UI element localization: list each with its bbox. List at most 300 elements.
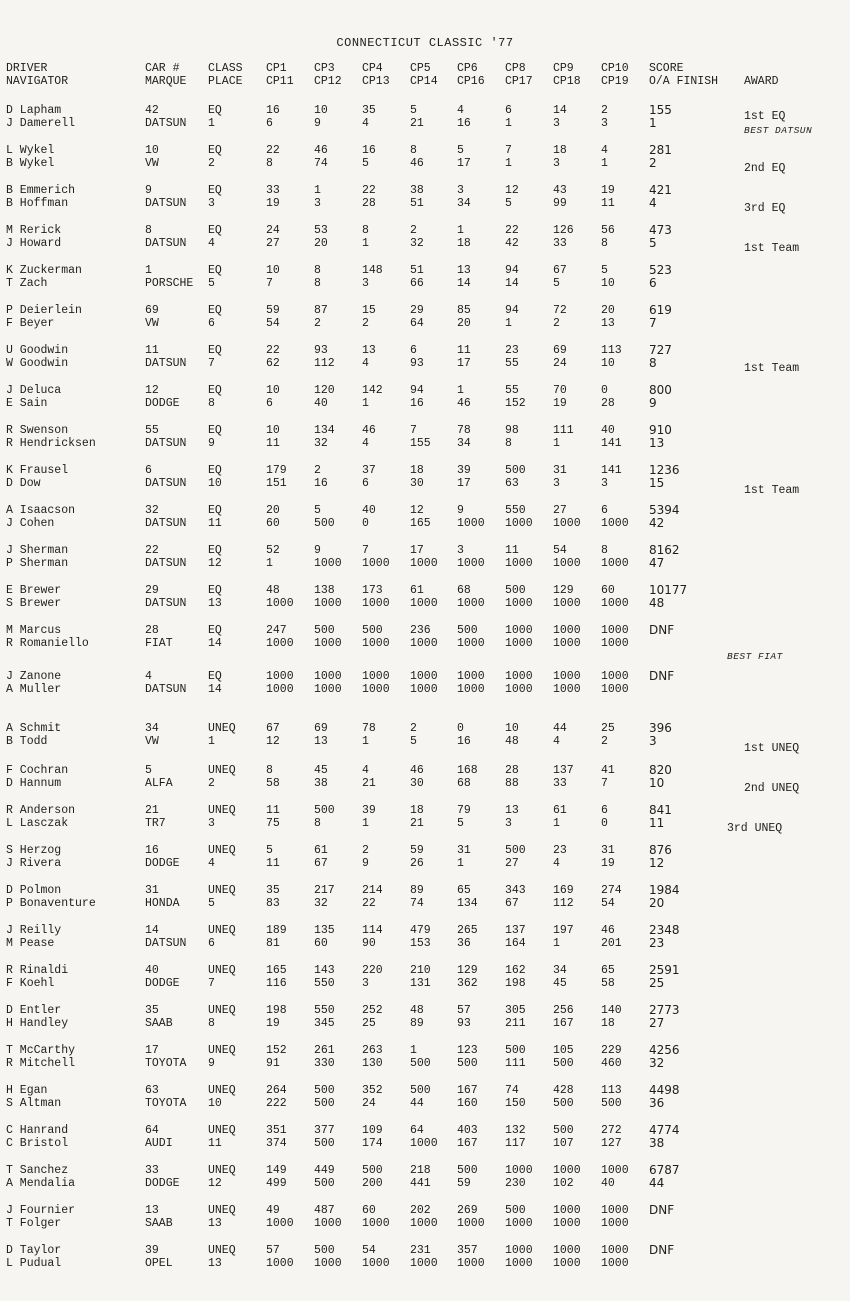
checkpoint-score: 112 [553,897,574,910]
checkpoint-score: 6 [266,397,273,410]
driver-name: E Brewer [6,584,62,597]
checkpoint-score: 137 [505,924,526,937]
checkpoint-score: 89 [410,884,424,897]
navigator-name: S Altman [6,1097,62,1110]
checkpoint-score: 550 [505,504,526,517]
checkpoint-score: 66 [410,277,424,290]
checkpoint-score: 46 [410,157,424,170]
checkpoint-score: 8 [505,437,512,450]
checkpoint-score: 1000 [601,683,629,696]
checkpoint-score: 46 [362,424,376,437]
checkpoint-score: 5 [601,264,608,277]
header-driver-top: DRIVER [6,62,48,75]
checkpoint-score: 116 [266,977,287,990]
car-number: 10 [145,144,159,157]
class-label: EQ [208,384,222,397]
checkpoint-score: 8 [314,817,321,830]
checkpoint-score: 44 [410,1097,424,1110]
checkpoint-score: 99 [553,197,567,210]
checkpoint-score: 1000 [553,683,581,696]
checkpoint-score: 54 [553,544,567,557]
checkpoint-score: 2 [314,317,321,330]
total-score: DNF [649,623,675,637]
checkpoint-score: 1000 [457,1217,485,1230]
checkpoint-score: 0 [601,384,608,397]
checkpoint-score: 1000 [601,670,629,683]
checkpoint-score: 31 [457,844,471,857]
checkpoint-score: 91 [266,1057,280,1070]
checkpoint-score: 1000 [457,597,485,610]
checkpoint-score: 74 [505,1084,519,1097]
checkpoint-score: 274 [601,884,622,897]
header-score-top: SCORE [649,62,684,75]
checkpoint-score: 33 [266,184,280,197]
table-row [0,1084,850,1112]
checkpoint-score: 55 [505,384,519,397]
car-number: 9 [145,184,152,197]
checkpoint-score: 141 [601,437,622,450]
checkpoint-score: 148 [362,264,383,277]
checkpoint-score: 13 [457,264,471,277]
checkpoint-score: 117 [505,1137,526,1150]
checkpoint-score: 265 [457,924,478,937]
checkpoint-score: 41 [601,764,615,777]
overall-finish: 42 [649,516,665,530]
checkpoint-score: 247 [266,624,287,637]
checkpoint-score: 17 [410,544,424,557]
navigator-name: R Mitchell [6,1057,76,1070]
checkpoint-score: 18 [457,237,471,250]
total-score: 1984 [649,883,680,897]
car-marque: DATSUN [145,683,187,696]
checkpoint-score: 500 [505,1204,526,1217]
checkpoint-score: 94 [505,264,519,277]
header-checkpoint-bottom: CP14 [410,75,438,88]
checkpoint-score: 1000 [410,597,438,610]
checkpoint-score: 18 [410,804,424,817]
car-number: 22 [145,544,159,557]
checkpoint-score: 352 [362,1084,383,1097]
driver-name: D Lapham [6,104,62,117]
checkpoint-score: 3 [601,117,608,130]
table-row [0,764,850,792]
checkpoint-score: 2 [362,844,369,857]
car-marque: VW [145,157,159,170]
navigator-name: P Bonaventure [6,897,96,910]
class-label: UNEQ [208,1124,236,1137]
checkpoint-score: 1000 [314,637,342,650]
checkpoint-score: 1000 [505,624,533,637]
checkpoint-score: 5 [410,735,417,748]
class-place: 9 [208,1057,215,1070]
table-row [0,884,850,912]
checkpoint-score: 53 [314,224,328,237]
class-label: UNEQ [208,844,236,857]
header-checkpoint-top: CP9 [553,62,574,75]
checkpoint-score: 1000 [457,557,485,570]
navigator-name: H Handley [6,1017,69,1030]
overall-finish: 47 [649,556,665,570]
car-marque: DATSUN [145,437,187,450]
total-score: 1236 [649,463,680,477]
checkpoint-score: 211 [505,1017,526,1030]
class-place: 8 [208,397,215,410]
checkpoint-score: 500 [362,624,383,637]
checkpoint-score: 31 [553,464,567,477]
checkpoint-score: 17 [457,477,471,490]
checkpoint-score: 10 [266,424,280,437]
checkpoint-score: 1000 [553,1257,581,1270]
checkpoint-score: 1000 [505,597,533,610]
checkpoint-score: 1 [553,937,560,950]
total-score: 8162 [649,543,680,557]
checkpoint-score: 1 [410,1044,417,1057]
checkpoint-score: 2 [601,735,608,748]
car-number: 63 [145,1084,159,1097]
checkpoint-score: 59 [410,844,424,857]
checkpoint-score: 1000 [314,1217,342,1230]
checkpoint-score: 60 [601,584,615,597]
navigator-name: W Goodwin [6,357,69,370]
checkpoint-score: 31 [601,844,615,857]
car-marque: TR7 [145,817,166,830]
checkpoint-score: 167 [457,1084,478,1097]
overall-finish: 12 [649,856,665,870]
checkpoint-score: 11 [266,857,280,870]
checkpoint-score: 98 [505,424,519,437]
checkpoint-score: 1 [362,237,369,250]
class-label: EQ [208,184,222,197]
checkpoint-score: 6 [362,477,369,490]
car-number: 12 [145,384,159,397]
total-score: 473 [649,223,672,237]
car-marque: DATSUN [145,477,187,490]
checkpoint-score: 34 [553,964,567,977]
checkpoint-score: 35 [266,884,280,897]
checkpoint-score: 5 [266,844,273,857]
checkpoint-score: 2 [314,464,321,477]
total-score: 820 [649,763,672,777]
checkpoint-score: 1000 [314,683,342,696]
checkpoint-score: 43 [553,184,567,197]
checkpoint-score: 7 [266,277,273,290]
class-label: EQ [208,104,222,117]
car-marque: DATSUN [145,557,187,570]
checkpoint-score: 500 [410,1057,431,1070]
table-row [0,344,850,372]
navigator-name: J Damerell [6,117,76,130]
checkpoint-score: 4 [362,357,369,370]
checkpoint-score: 1000 [266,670,294,683]
total-score: 4774 [649,1123,680,1137]
checkpoint-score: 3 [553,117,560,130]
checkpoint-score: 19 [601,184,615,197]
class-place: 8 [208,1017,215,1030]
checkpoint-score: 1000 [266,597,294,610]
checkpoint-score: 6 [505,104,512,117]
class-place: 10 [208,1097,222,1110]
checkpoint-score: 36 [457,937,471,950]
table-row [0,184,850,212]
checkpoint-score: 1000 [553,670,581,683]
car-number: 6 [145,464,152,477]
total-score: 619 [649,303,672,317]
navigator-name: F Beyer [6,317,55,330]
checkpoint-score: 126 [553,224,574,237]
checkpoint-score: 11 [266,437,280,450]
checkpoint-score: 9 [362,857,369,870]
checkpoint-score: 34 [457,437,471,450]
navigator-name: T Folger [6,1217,62,1230]
checkpoint-score: 16 [410,397,424,410]
overall-finish: 20 [649,896,665,910]
checkpoint-score: 68 [457,777,471,790]
checkpoint-score: 155 [410,437,431,450]
checkpoint-score: 1000 [457,517,485,530]
checkpoint-score: 45 [314,764,328,777]
navigator-name: C Bristol [6,1137,69,1150]
checkpoint-score: 162 [505,964,526,977]
car-marque: DATSUN [145,357,187,370]
total-score: 281 [649,143,672,157]
car-marque: OPEL [145,1257,173,1270]
checkpoint-score: 78 [457,424,471,437]
checkpoint-score: 60 [362,1204,376,1217]
driver-name: K Zuckerman [6,264,82,277]
car-number: 11 [145,344,159,357]
total-score: 2348 [649,923,680,937]
checkpoint-score: 16 [314,477,328,490]
checkpoint-score: 198 [505,977,526,990]
navigator-name: P Sherman [6,557,69,570]
checkpoint-score: 3 [314,197,321,210]
checkpoint-score: 500 [457,624,478,637]
checkpoint-score: 0 [362,517,369,530]
table-row [0,964,850,992]
checkpoint-score: 1000 [314,597,342,610]
checkpoint-score: 4 [457,104,464,117]
checkpoint-score: 7 [410,424,417,437]
checkpoint-score: 500 [457,1164,478,1177]
checkpoint-score: 1000 [601,597,629,610]
header-checkpoint-top: CP10 [601,62,629,75]
checkpoint-score: 167 [457,1137,478,1150]
checkpoint-score: 135 [314,924,335,937]
checkpoint-score: 6 [266,117,273,130]
car-number: 17 [145,1044,159,1057]
driver-name: A Isaacson [6,504,76,517]
total-score: DNF [649,669,675,683]
table-row [0,224,850,252]
driver-name: S Herzog [6,844,62,857]
class-label: EQ [208,424,222,437]
checkpoint-score: 487 [314,1204,335,1217]
checkpoint-score: 74 [314,157,328,170]
checkpoint-score: 1000 [266,1257,294,1270]
class-place: 13 [208,1257,222,1270]
checkpoint-score: 11 [266,804,280,817]
checkpoint-score: 61 [314,844,328,857]
navigator-name: R Hendricksen [6,437,96,450]
checkpoint-score: 2 [553,317,560,330]
class-label: UNEQ [208,722,236,735]
checkpoint-score: 13 [601,317,615,330]
class-place: 5 [208,897,215,910]
checkpoint-score: 1000 [457,683,485,696]
table-row [0,1244,850,1272]
checkpoint-score: 1000 [505,557,533,570]
checkpoint-score: 13 [362,344,376,357]
checkpoint-score: 500 [601,1097,622,1110]
checkpoint-score: 220 [362,964,383,977]
award-label: 1st Team [744,484,800,497]
checkpoint-score: 6 [410,344,417,357]
navigator-name: R Romaniello [6,637,89,650]
checkpoint-score: 7 [505,144,512,157]
checkpoint-score: 4 [601,144,608,157]
checkpoint-score: 362 [457,977,478,990]
table-row [0,504,850,532]
header-checkpoint-top: CP5 [410,62,431,75]
checkpoint-score: 10 [601,277,615,290]
checkpoint-score: 8 [314,264,321,277]
checkpoint-score: 28 [362,197,376,210]
checkpoint-score: 1 [362,735,369,748]
checkpoint-score: 30 [410,777,424,790]
class-label: EQ [208,144,222,157]
checkpoint-score: 1000 [410,1257,438,1270]
checkpoint-score: 4 [362,437,369,450]
checkpoint-score: 500 [410,1084,431,1097]
checkpoint-score: 137 [553,764,574,777]
checkpoint-score: 111 [553,424,574,437]
header-checkpoint-bottom: CP16 [457,75,485,88]
checkpoint-score: 1000 [314,557,342,570]
page-title: CONNECTICUT CLASSIC '77 [336,36,514,50]
checkpoint-score: 45 [553,977,567,990]
class-place: 11 [208,517,222,530]
header-checkpoint-bottom: CP19 [601,75,629,88]
checkpoint-score: 3 [553,477,560,490]
driver-name: F Cochran [6,764,69,777]
car-marque: DATSUN [145,597,187,610]
checkpoint-score: 202 [410,1204,431,1217]
total-score: 10177 [649,583,688,597]
checkpoint-score: 26 [410,857,424,870]
checkpoint-score: 449 [314,1164,335,1177]
checkpoint-score: 18 [601,1017,615,1030]
driver-name: M Rerick [6,224,62,237]
checkpoint-score: 1000 [457,1257,485,1270]
table-row [0,804,850,832]
class-label: EQ [208,344,222,357]
class-label: EQ [208,264,222,277]
checkpoint-score: 40 [601,1177,615,1190]
checkpoint-score: 129 [553,584,574,597]
car-number: 13 [145,1204,159,1217]
checkpoint-score: 500 [505,584,526,597]
car-marque: PORSCHE [145,277,194,290]
driver-name: A Schmit [6,722,62,735]
checkpoint-score: 3 [457,544,464,557]
class-label: UNEQ [208,804,236,817]
car-marque: DATSUN [145,517,187,530]
checkpoint-score: 89 [410,1017,424,1030]
checkpoint-score: 65 [601,964,615,977]
checkpoint-score: 42 [505,237,519,250]
checkpoint-score: 151 [266,477,287,490]
driver-name: C Hanrand [6,1124,69,1137]
checkpoint-score: 305 [505,1004,526,1017]
checkpoint-score: 1 [314,184,321,197]
checkpoint-score: 165 [266,964,287,977]
navigator-name: F Koehl [6,977,55,990]
checkpoint-score: 500 [314,624,335,637]
overall-finish: 27 [649,1016,665,1030]
header-checkpoint-bottom: CP17 [505,75,533,88]
car-number: 33 [145,1164,159,1177]
driver-name: T McCarthy [6,1044,76,1057]
checkpoint-score: 25 [601,722,615,735]
car-number: 32 [145,504,159,517]
header-car-bottom: MARQUE [145,75,187,88]
checkpoint-score: 37 [362,464,376,477]
checkpoint-score: 58 [601,977,615,990]
car-marque: SAAB [145,1217,173,1230]
checkpoint-score: 32 [314,897,328,910]
navigator-name: T Zach [6,277,48,290]
checkpoint-score: 8 [266,157,273,170]
car-number: 34 [145,722,159,735]
overall-finish: 3 [649,734,657,748]
checkpoint-score: 169 [553,884,574,897]
total-score: 4498 [649,1083,680,1097]
checkpoint-score: 1000 [601,1204,629,1217]
checkpoint-score: 1000 [553,597,581,610]
checkpoint-score: 79 [457,804,471,817]
total-score: 800 [649,383,672,397]
checkpoint-score: 93 [410,357,424,370]
checkpoint-score: 500 [314,1137,335,1150]
checkpoint-score: 64 [410,317,424,330]
driver-name: M Marcus [6,624,62,637]
checkpoint-score: 8 [410,144,417,157]
checkpoint-score: 236 [410,624,431,637]
driver-name: J Fournier [6,1204,76,1217]
checkpoint-score: 1000 [505,517,533,530]
checkpoint-score: 4 [553,857,560,870]
checkpoint-score: 198 [266,1004,287,1017]
checkpoint-score: 1000 [410,1217,438,1230]
checkpoint-score: 20 [266,504,280,517]
car-marque: DODGE [145,857,180,870]
checkpoint-score: 17 [457,157,471,170]
checkpoint-score: 269 [457,1204,478,1217]
checkpoint-score: 197 [553,924,574,937]
checkpoint-score: 1 [505,317,512,330]
checkpoint-score: 48 [505,735,519,748]
checkpoint-score: 85 [457,304,471,317]
driver-name: R Swenson [6,424,69,437]
checkpoint-score: 27 [505,857,519,870]
checkpoint-score: 1000 [410,1137,438,1150]
checkpoint-score: 48 [410,1004,424,1017]
checkpoint-score: 1000 [266,637,294,650]
driver-name: D Polmon [6,884,62,897]
checkpoint-score: 1 [553,437,560,450]
checkpoint-score: 1000 [362,597,390,610]
car-number: 16 [145,844,159,857]
